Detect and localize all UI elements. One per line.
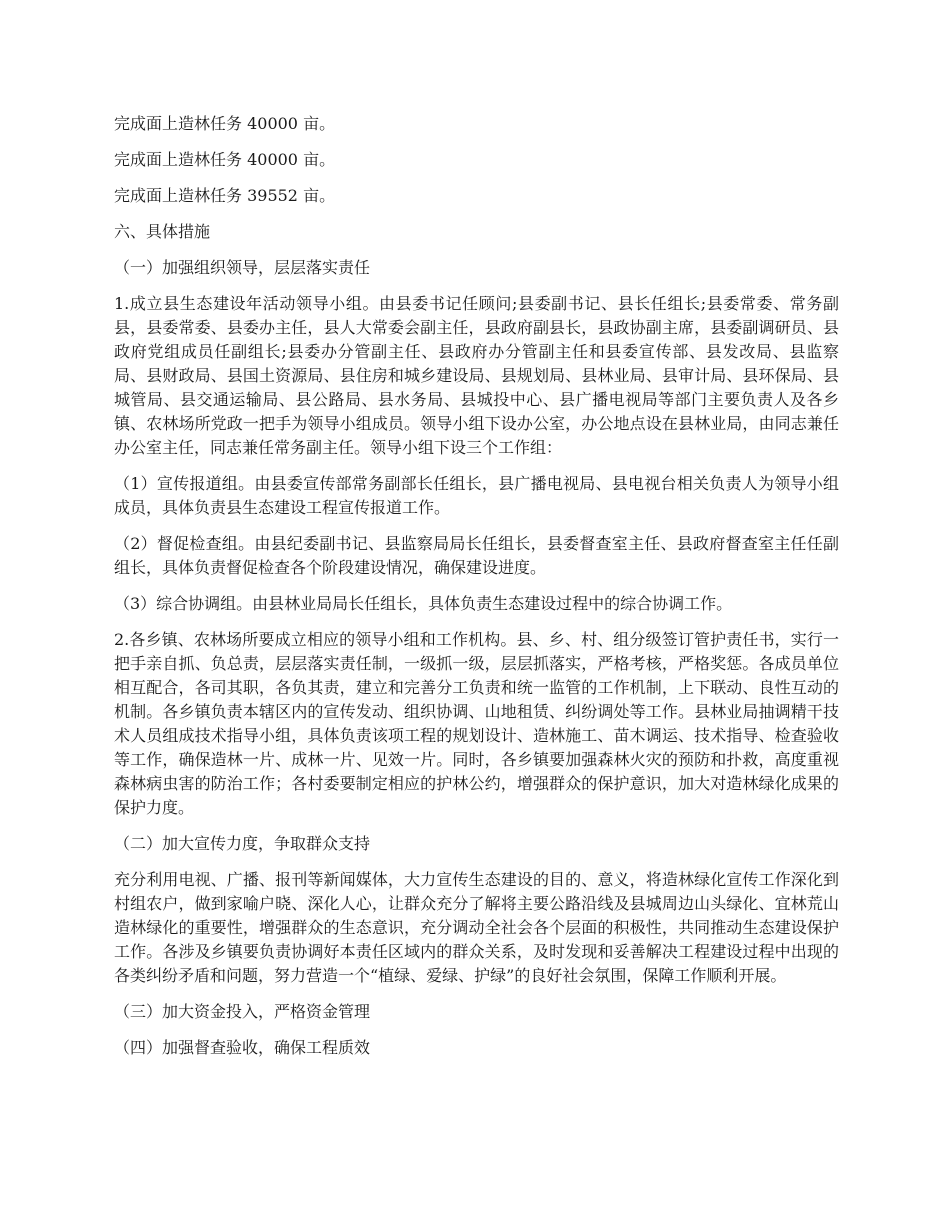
subsection-heading-4: （四）加强督查验收，确保工程质效 xyxy=(114,1038,371,1057)
paragraph-publicity-media: 充分利用电视、广播、报刊等新闻媒体，大力宣传生态建设的目的、意义，将造林绿化宣传工作深化到村组农户，做到家喻户晓、深化人心，让群众充分了解将主要公路沿线及县城周边山头绿化、宜林荒山造林绿化的重要性，增强群众的生态意识，充分调动全社会各个层面的积极性，共同推动生态建设保护工作。各涉及乡镇要负责协调好本责任区域内的群众关系，及时发现和妥善解决工程建设过程中出现的各类纠纷矛盾和问题，努力营造一个“植绿、爱绿、护绿”的良好社会氛围，保障工作顺利开展。 xyxy=(114,870,839,985)
task-line-1: 完成面上造林任务 40000 亩。 xyxy=(114,114,336,133)
task-line-3: 完成面上造林任务 39552 亩。 xyxy=(114,186,336,205)
section-heading-measures: 六、具体措施 xyxy=(114,222,211,241)
paragraph-coordination-group: （3）综合协调组。由县林业局局长任组长，具体负责生态建设过程中的综合协调工作。 xyxy=(114,594,733,613)
paragraph-publicity-group: （1）宣传报道组。由县委宣传部常务副部长任组长，县广播电视局、县电视台相关负责人为领导小组成员，具体负责县生态建设工程宣传报道工作。 xyxy=(114,474,839,517)
subsection-heading-2: （二）加大宣传力度，争取群众支持 xyxy=(114,834,371,853)
subsection-heading-1: （一）加强组织领导，层层落实责任 xyxy=(114,258,371,277)
subsection-heading-3: （三）加大资金投入，严格资金管理 xyxy=(114,1002,371,1021)
paragraph-leadership-group: 1.成立县生态建设年活动领导小组。由县委书记任顾问;县委副书记、县长任组长;县委常委、常务副县，县委常委、县委办主任，县人大常委会副主任，县政府副县长，县政协副主席，县委副调研员、县政府党组成员任副组长;县委办分管副主任、县政府办分管副主任和县委宣传部、县发改局、县监察局、县财政局、县国土资源局、县住房和城乡建设局、县规划局、县林业局、县审计局、县环保局、县城管局、县交通运输局、县公路局、县水务局、县城投中心、县广播电视局等部门主要负责人及各乡镇、农林场所党政一把手为领导小组成员。领导小组下设办公室，办公地点设在县林业局，由同志兼任办公室主任，同志兼任常务副主任。领导小组下设三个工作组： xyxy=(114,294,839,457)
paragraph-inspection-group: （2）督促检查组。由县纪委副书记、县监察局局长任组长，县委督查室主任、县政府督查室主任任副组长，具体负责督促检查各个阶段建设情况，确保建设进度。 xyxy=(114,534,839,577)
document-body xyxy=(114,112,839,1072)
paragraph-town-organizations: 2.各乡镇、农林场所要成立相应的领导小组和工作机构。县、乡、村、组分级签订管护责任书，实行一把手亲自抓、负总责，层层落实责任制，一级抓一级，层层抓落实，严格考核，严格奖惩。各成员单位相互配合，各司其职，各负其责，建立和完善分工负责和统一监管的工作机制，上下联动、良性互动的机制。各乡镇负责本辖区内的宣传发动、组织协调、山地租赁、纠纷调处等工作。县林业局抽调精干技术人员组成技术指导小组，具体负责该项工程的规划设计、造林施工、苗木调运、技术指导、检查验收等工作，确保造林一片、成林一片、见效一片。同时，各乡镇要加强森林火灾的预防和扑救，高度重视森林病虫害的防治工作；各村委要制定相应的护林公约，增强群众的保护意识，加大对造林绿化成果的保护力度。 xyxy=(114,630,839,817)
task-line-2: 完成面上造林任务 40000 亩。 xyxy=(114,150,336,169)
